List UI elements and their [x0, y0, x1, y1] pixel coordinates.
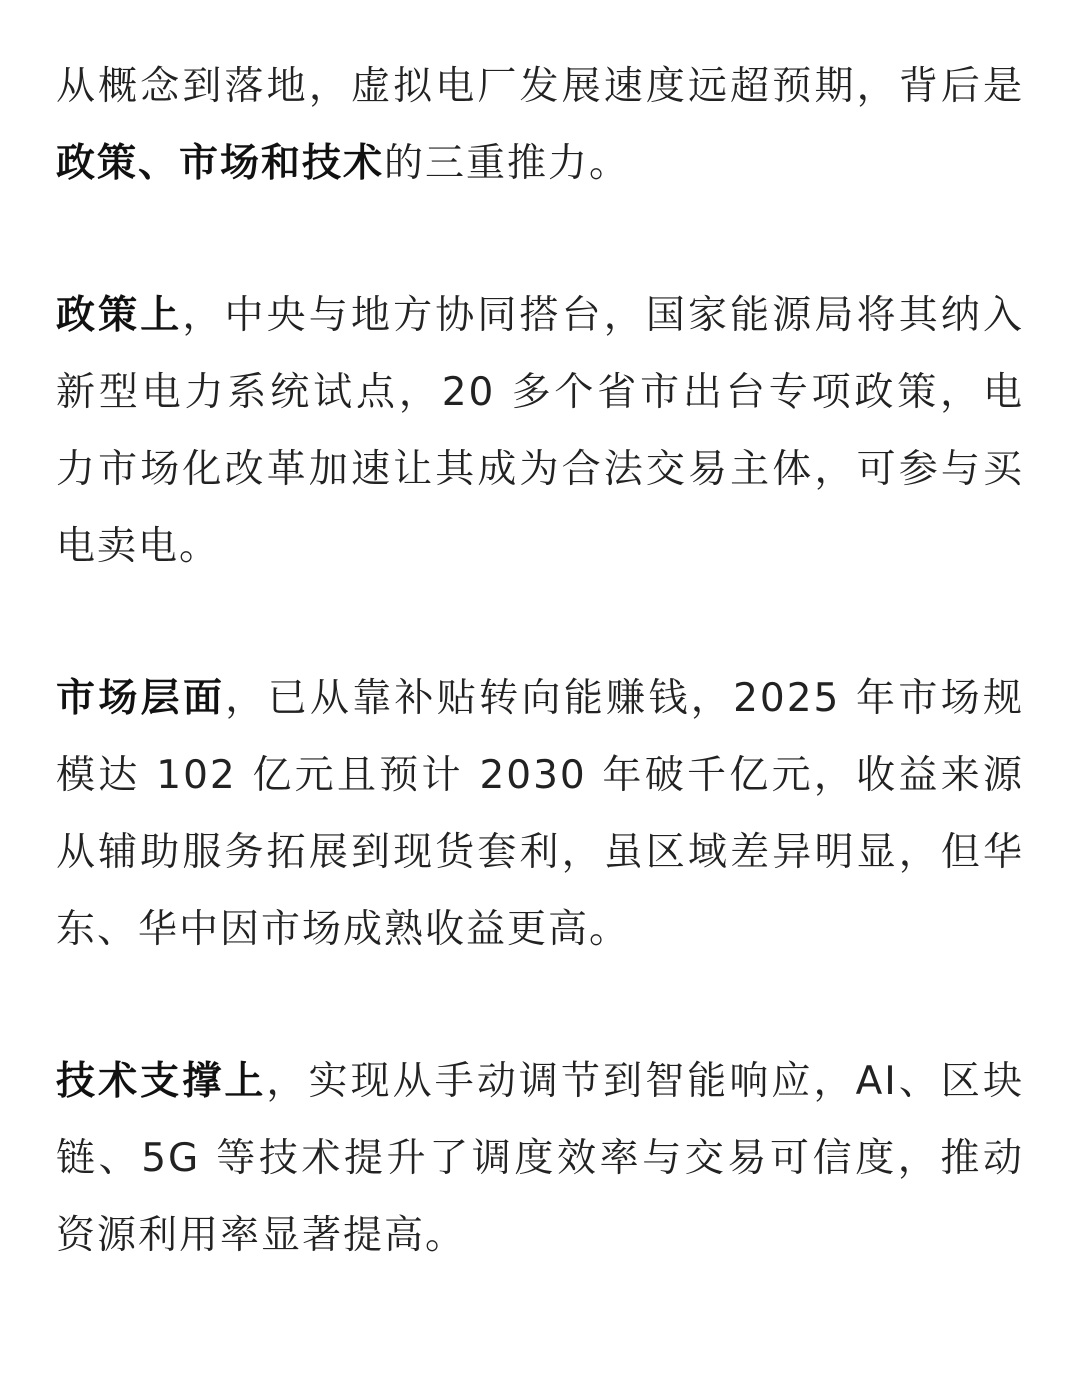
paragraph-policy: [56, 277, 1024, 585]
intro-rest-text: 的三重推力。: [384, 141, 631, 186]
article-body: [56, 48, 1024, 1274]
market-text: ，已从靠补贴转向能赚钱，2025 年市场规模达 102 亿元且预计 2030 年破千亿元，收益来源从辅助服务拓展到现货套利，虽区域差异明显，但华东、华中因市场成熟收益更高。: [56, 676, 1024, 952]
paragraph-intro: [56, 48, 1024, 202]
policy-heading: 政策上: [56, 293, 183, 338]
paragraph-market: [56, 660, 1024, 968]
tech-heading: 技术支撑上: [56, 1059, 267, 1104]
paragraph-tech: [56, 1043, 1024, 1274]
intro-bold-text: 政策、市场和技术: [56, 141, 385, 186]
intro-lead-text: 从概念到落地，虚拟电厂发展速度远超预期，背后是: [56, 64, 1024, 109]
market-heading: 市场层面: [56, 676, 226, 721]
tech-text: ，实现从手动调节到智能响应，AI、区块链、5G 等技术提升了调度效率与交易可信度，推动资源利用率显著提高。: [56, 1059, 1024, 1258]
policy-text: ，中央与地方协同搭台，国家能源局将其纳入新型电力系统试点，20 多个省市出台专项政策，电力市场化改革加速让其成为合法交易主体，可参与买电卖电。: [56, 293, 1024, 569]
